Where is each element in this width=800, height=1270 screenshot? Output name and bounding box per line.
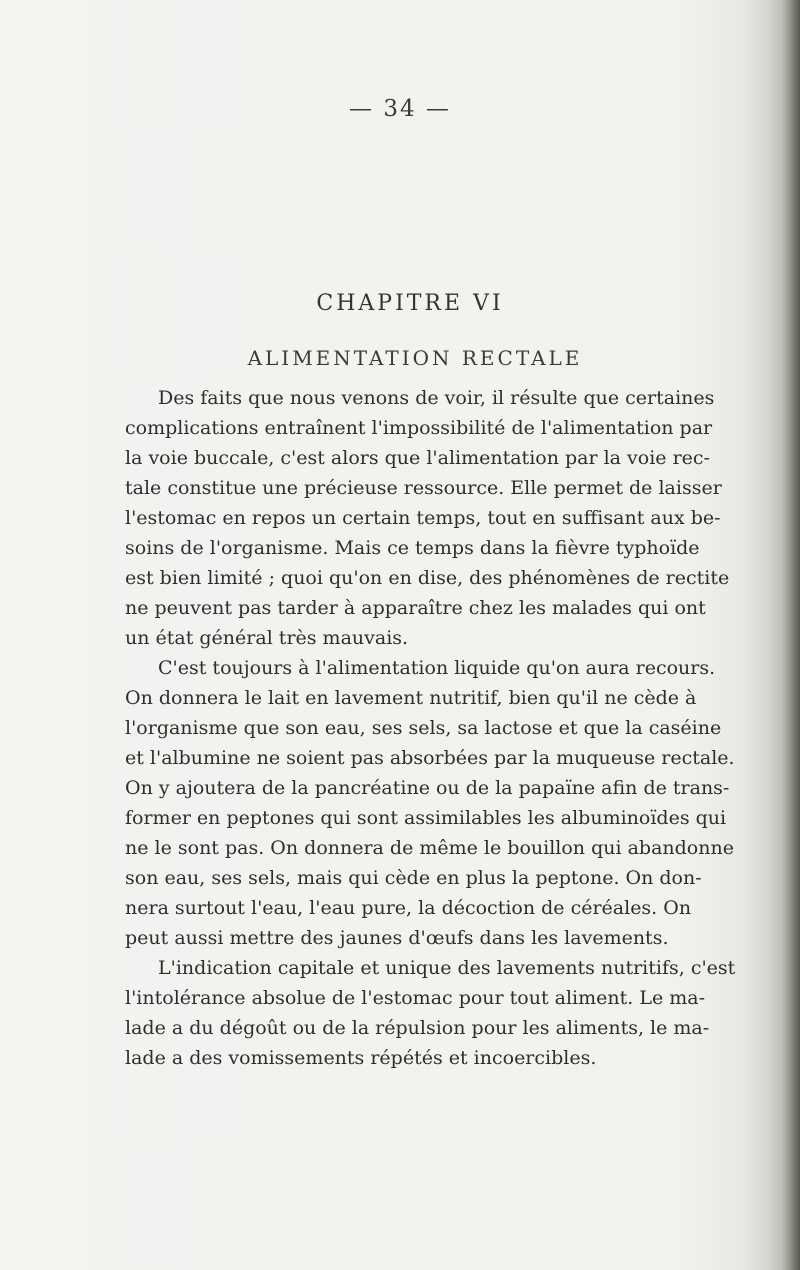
text-line: Des faits que nous venons de voir, il résulte que certaines <box>158 387 715 409</box>
text-line: lade a du dégoût ou de la répulsion pour les aliments, le ma- <box>125 1017 710 1039</box>
text-line: peut aussi mettre des jaunes d'œufs dans les lavements. <box>125 927 669 949</box>
text-line: nera surtout l'eau, l'eau pure, la décoction de céréales. On <box>125 897 692 919</box>
text-line: l'intolérance absolue de l'estomac pour tout aliment. Le ma- <box>125 987 706 1009</box>
text-line: l'estomac en repos un certain temps, tout en suffisant aux be- <box>125 507 721 529</box>
text-line: et l'albumine ne soient pas absorbées par la muqueuse rectale. <box>125 747 735 769</box>
text-line: ne peuvent pas tarder à apparaître chez les malades qui ont <box>125 597 706 619</box>
page-number: — 34 — <box>349 96 451 122</box>
text-line: On donnera le lait en lavement nutritif, bien qu'il ne cède à <box>125 687 697 709</box>
text-line: un état général très mauvais. <box>125 627 409 649</box>
text-line: complications entraînent l'impossibilité de l'alimentation par <box>125 417 713 439</box>
text-line: tale constitue une précieuse ressource. Elle permet de laisser <box>125 477 722 499</box>
text-line: lade a des vomissements répétés et incoercibles. <box>125 1047 597 1069</box>
text-line: soins de l'organisme. Mais ce temps dans la fièvre typhoïde <box>125 537 700 559</box>
text-line: ne le sont pas. On donnera de même le bouillon qui abandonne <box>125 837 734 859</box>
text-line: est bien limité ; quoi qu'on en dise, des phénomènes de rectite <box>125 567 730 589</box>
text-line: son eau, ses sels, mais qui cède en plus la peptone. On don- <box>125 867 702 889</box>
text-line: former en peptones qui sont assimilables les albuminoïdes qui <box>125 807 727 829</box>
text-line: la voie buccale, c'est alors que l'alimentation par la voie rec- <box>125 447 710 469</box>
chapter-heading: CHAPITRE VI <box>316 291 504 316</box>
text-line: On y ajoutera de la pancréatine ou de la papaïne afin de trans- <box>125 777 730 799</box>
chapter-title: ALIMENTATION RECTALE <box>247 346 583 370</box>
text-line: l'organisme que son eau, ses sels, sa lactose et que la caséine <box>125 717 722 739</box>
text-line: L'indication capitale et unique des lavements nutritifs, c'est <box>158 957 736 979</box>
body-text <box>125 383 785 1073</box>
text-line: C'est toujours à l'alimentation liquide qu'on aura recours. <box>158 657 716 679</box>
